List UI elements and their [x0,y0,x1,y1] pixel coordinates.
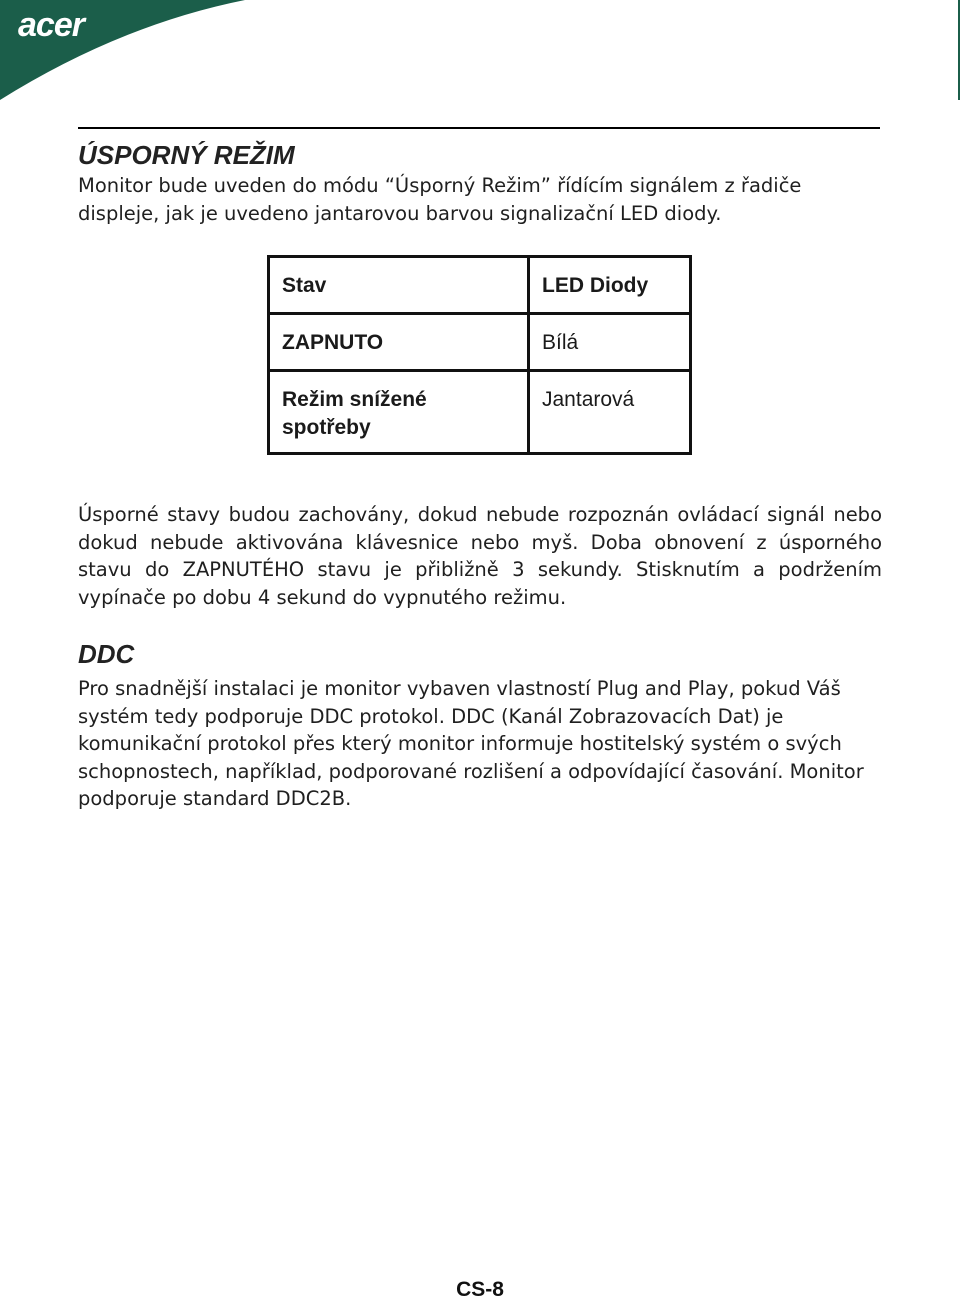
led-status-table [267,255,692,455]
ddc-description: Pro snadnější instalaci je monitor vybaven vlastností Plug and Play, pokud Váš systém tedy podporuje DDC protokol. DDC (Kanál Zobrazovacích Dat) je komunikační protokol přes který monitor informuje hostitelský systém o svých schopnostech, například, podporované rozlišení a odpovídající časování. Monitor podporuje standard DDC2B. [78,677,864,810]
state-cell [269,371,529,454]
ddc-heading: DDC [78,639,135,669]
state-line-1: Režim snížené [282,388,427,411]
power-saving-details: Úsporné stavy budou zachovány, dokud nebude rozpoznán ovládací signál nebo dokud nebude aktivována klávesnice nebo myš. Doba obnovení z úsporného stavu do ZAPNUTÉHO stavu je přibližně 3 sekundy. Stisknutím a podržením vypínače po dobu 4 sekund do vypnutého režimu. [78,503,882,609]
intro-line-2: displeje, jak je uvedeno jantarovou barvou signalizační LED diody. [78,201,722,225]
led-cell: Jantarová [529,371,691,454]
state-cell: ZAPNUTO [269,314,529,371]
table-row [269,371,691,454]
table-header-row [269,257,691,314]
section-divider [78,127,880,129]
acer-logo: acer [18,6,84,44]
table-row [269,314,691,371]
state-line-2: spotřeby [282,416,371,439]
header-led: LED Diody [529,257,691,314]
page-number: CS-8 [456,1278,504,1301]
header-state: Stav [269,257,529,314]
led-cell: Bílá [529,314,691,371]
power-saving-heading: ÚSPORNÝ REŽIM [78,140,295,170]
power-saving-intro [78,172,882,227]
intro-line-1: Monitor bude uveden do módu “Úsporný Režim” řídícím signálem z řadiče [78,174,802,197]
